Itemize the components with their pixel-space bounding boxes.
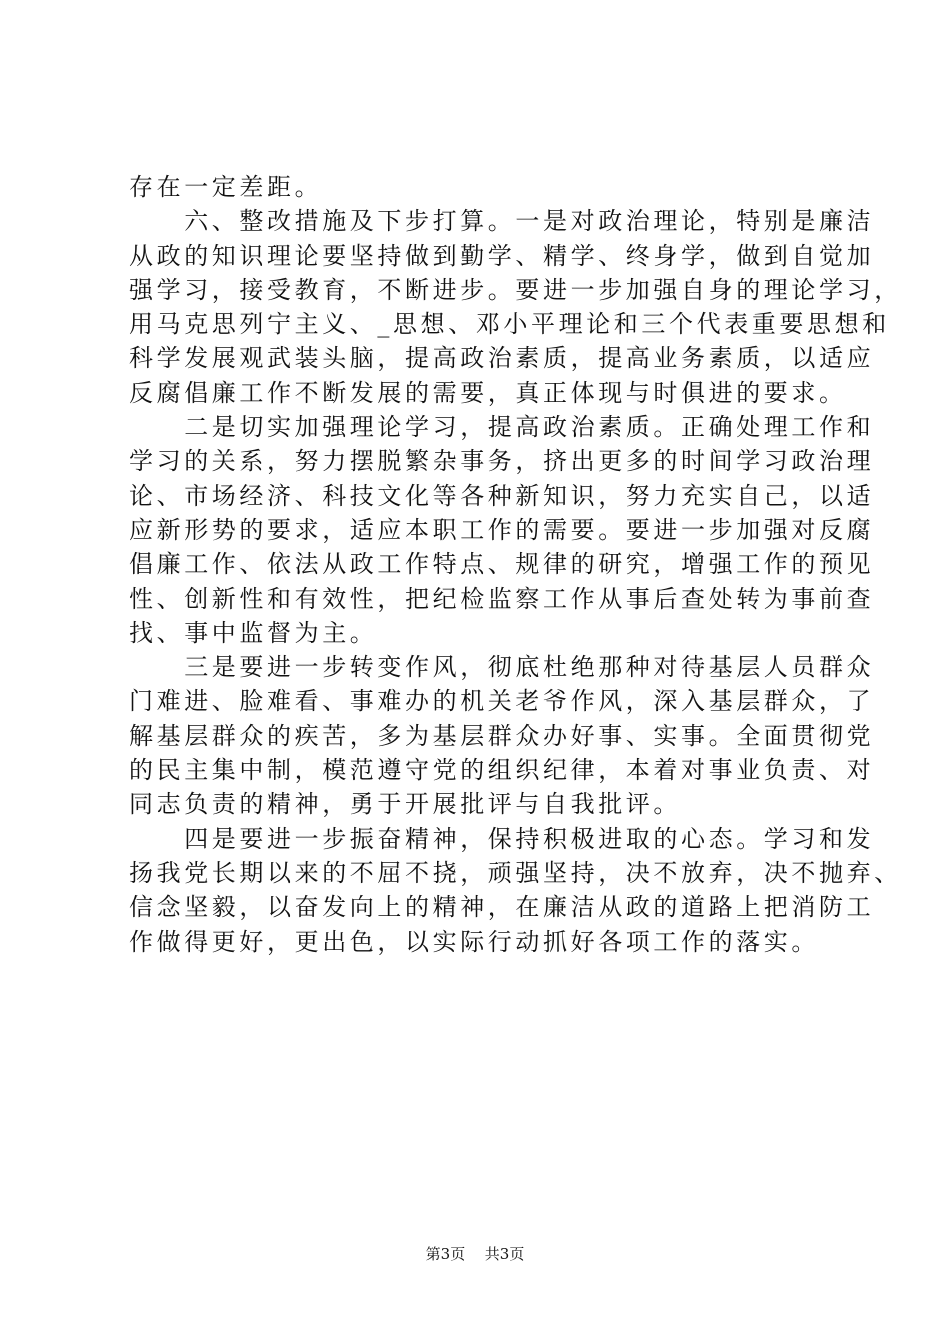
text-line: 用马克思列宁主义、_思想、邓小平理论和三个代表重要思想和 bbox=[129, 310, 890, 339]
text-line: 二是切实加强理论学习，提高政治素质。正确处理工作和 bbox=[129, 413, 875, 442]
text-line: 四是要进一步振奋精神，保持积极进取的心态。学习和发 bbox=[129, 824, 875, 853]
text-line: 论、市场经济、科技文化等各种新知识，努力充实自己，以适 bbox=[129, 481, 875, 510]
text-line: 三是要进一步转变作风，彻底杜绝那种对待基层人员群众 bbox=[129, 653, 875, 682]
text-line: 的民主集中制，模范遵守党的组织纪律，本着对事业负责、对 bbox=[129, 756, 875, 785]
text-line: 存在一定差距。 bbox=[129, 173, 323, 201]
text-line: 从政的知识理论要坚持做到勤学、精学、终身学，做到自觉加 bbox=[129, 241, 875, 270]
page-footer bbox=[0, 1244, 950, 1264]
text-line: 信念坚毅，以奋发向上的精神，在廉洁从政的道路上把消防工 bbox=[129, 893, 875, 922]
text-line: 门难进、脸难看、事难办的机关老爷作风，深入基层群众，了 bbox=[129, 687, 875, 716]
text-line: 学习的关系，努力摆脱繁杂事务，挤出更多的时间学习政治理 bbox=[129, 447, 875, 476]
page-total: 共3页 bbox=[484, 1245, 525, 1263]
text-line: 找、事中监督为主。 bbox=[129, 618, 378, 647]
text-line: 作做得更好，更出色，以实际行动抓好各项工作的落实。 bbox=[129, 927, 819, 956]
text-line: 应新形势的要求，适应本职工作的需要。要进一步加强对反腐 bbox=[129, 515, 875, 544]
text-line: 解基层群众的疾苦，多为基层群众办好事、实事。全面贯彻党 bbox=[129, 721, 875, 750]
text-line: 六、整改措施及下步打算。一是对政治理论，特别是廉洁 bbox=[129, 207, 875, 236]
text-line: 强学习，接受教育，不断进步。要进一步加强自身的理论学习， bbox=[129, 275, 902, 304]
text-line: 性、创新性和有效性，把纪检监察工作从事后查处转为事前查 bbox=[129, 584, 875, 613]
text-line: 扬我党长期以来的不屈不挠，顽强坚持，决不放弃，决不抛弃、 bbox=[129, 858, 902, 887]
body-text bbox=[129, 170, 902, 959]
text-line: 反腐倡廉工作不断发展的需要，真正体现与时俱进的要求。 bbox=[129, 378, 847, 407]
text-line: 科学发展观武装头脑，提高政治素质，提高业务素质，以适应 bbox=[129, 344, 875, 373]
text-line: 同志负责的精神，勇于开展批评与自我批评。 bbox=[129, 790, 681, 819]
page-number: 第3页 bbox=[425, 1245, 466, 1263]
text-line: 倡廉工作、依法从政工作特点、规律的研究，增强工作的预见 bbox=[129, 550, 875, 579]
